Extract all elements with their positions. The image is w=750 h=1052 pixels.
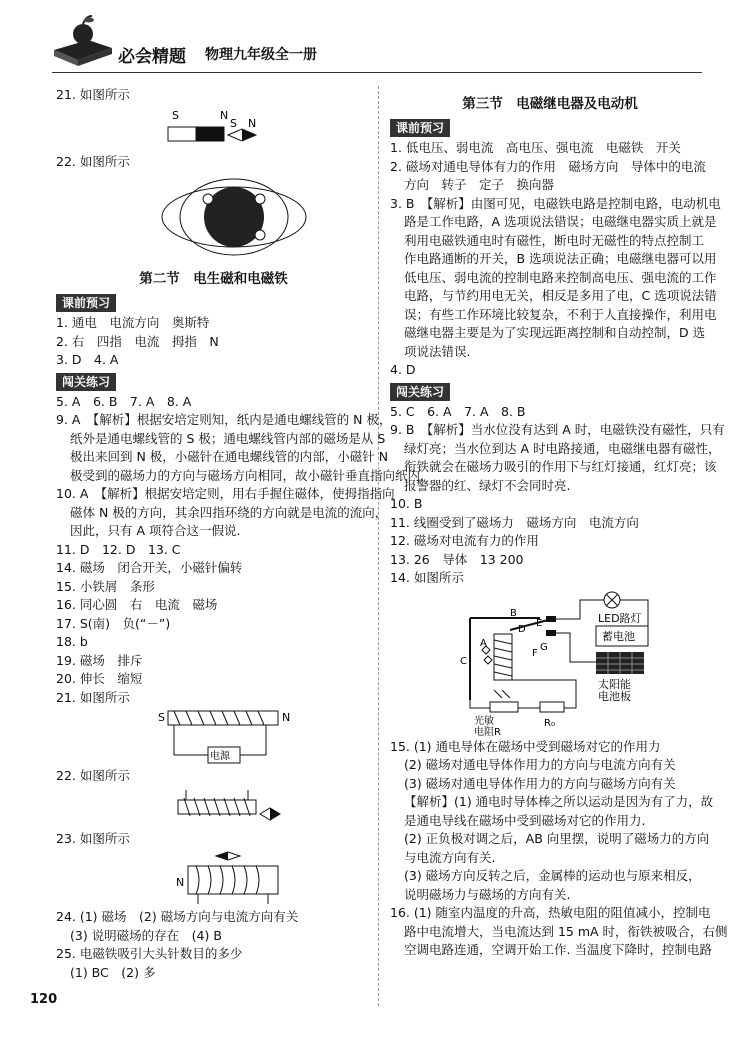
r-q9-line4: 报警器的红、绿灯不会同时亮.	[404, 477, 571, 493]
right-column	[390, 86, 728, 960]
r-pre3-line8: 磁继电器主要是为了实现远距离控制和自动控制，D 选	[404, 325, 706, 340]
q10-line3: 因此，只有 A 项符合这一假说.	[70, 523, 241, 538]
r-q15-line1: 15. (1) 通电导体在磁场中受到磁场对它的作用力	[390, 738, 661, 754]
badge-practice-left: 闯关练习	[56, 373, 116, 391]
fig21a-n-label: N	[220, 108, 229, 122]
fig21b-power-label: 电源	[210, 751, 230, 762]
bar-magnet-figure	[56, 107, 276, 151]
led-light-label: LED路灯	[598, 611, 642, 625]
q16: 16. 同心圆 右 电流 磁场	[56, 597, 218, 612]
q18: 18. b	[56, 634, 88, 649]
r-q15-line7: 与电流方向有关.	[404, 849, 496, 865]
q24-line1: 24. (1) 磁场 (2) 磁场方向与电流方向有关	[56, 909, 299, 924]
column-divider	[378, 86, 379, 1006]
header	[0, 0, 750, 80]
fig21b-n-label: N	[282, 711, 291, 724]
brand-title: 必会精题	[118, 47, 186, 67]
r-q16-line3: 空调电路连通，空调开始工作. 当温度下降时，控制电路	[404, 942, 712, 957]
q17: 17. S(南) 负(“－”)	[56, 615, 171, 631]
r-q9-line1: 9. B 【解析】当水位没有达到 A 时，电磁铁没有磁性，只有	[390, 422, 725, 437]
r-q16-line1: 16. (1) 随室内温度的升高，热敏电阻的阻值减小，控制电	[390, 905, 711, 920]
pre-3: 3. D 4. A	[56, 352, 119, 367]
r-q15-line6: (2) 正负极对调之后，AB 向里摆，说明了磁场力的方向	[404, 831, 710, 846]
fig21a-s2-label: S	[230, 116, 237, 130]
r-pre3-line3: 利用电磁铁通电时有磁性，断电时无磁性的特点控制工	[404, 232, 705, 248]
relay-circuit-figure	[390, 590, 710, 736]
r-q15-line5: 是通电导线在磁场中受到磁场对它的作用力.	[404, 812, 646, 828]
q10-line1: 10. A 【解析】根据安培定则，用右手握住磁体，使拇指指向	[56, 486, 395, 501]
q20: 20. 伸长 缩短	[56, 671, 143, 686]
r-q5-8: 5. C 6. A 7. A 8. B	[390, 403, 526, 419]
fig21a-n2-label: N	[248, 116, 257, 130]
r-q14: 14. 如图所示	[390, 570, 464, 585]
r-pre2-line1: 2. 磁场对通电导体有力的作用 磁场方向 导体中的电流	[390, 158, 706, 174]
r-pre3-line6: 电路，与节约用电无关，相反是多用了电，C 选项说法错	[404, 288, 717, 303]
relay-label-c: C	[460, 655, 467, 667]
solenoid-compass-figure	[56, 850, 356, 906]
relay-label-a: A	[480, 637, 487, 649]
r-pre3-line9: 项说法错误.	[404, 343, 471, 359]
pre-1: 1. 通电 电流方向 奥斯特	[56, 315, 210, 330]
relay-label-b: B	[510, 607, 517, 619]
battery-label: 蓄电池	[602, 629, 635, 643]
r-q15-line8: (3) 磁场方向反转之后，金属棒的运动也与原来相反，	[404, 868, 701, 883]
fig21a-s-label: S	[172, 108, 179, 122]
r-q15-line9: 说明磁场力与磁场的方向有关.	[404, 886, 571, 902]
q23-text: 23. 如图所示	[56, 830, 130, 846]
q9-line3: 极出来回到 N 极，小磁针在通电螺线管的内部，小磁针 N	[70, 449, 389, 464]
q5-8: 5. A 6. B 7. A 8. A	[56, 393, 192, 409]
fig23-n-label: N	[176, 876, 185, 889]
r-q9-line2: 绿灯亮；当水位到达 A 时电路接通，电磁继电器有磁性，	[404, 440, 721, 456]
r-pre3-line2: 路是工作电路，A 选项说法错误；电磁继电器实质上就是	[404, 214, 717, 229]
q24-line2: (3) 说明磁场的存在 (4) B	[70, 927, 222, 943]
q22a-text: 22. 如图所示	[56, 153, 130, 169]
r-q15-line4: 【解析】(1) 通电时导体棒之所以运动是因为有了力，故	[404, 794, 714, 809]
q25-line2: (1) BC (2) 多	[70, 964, 156, 980]
q10-line2: 磁体 N 极的方向，其余四指环绕的方向就是电流的流向，	[70, 504, 388, 520]
pre-2: 2. 右 四指 电流 拇指 N	[56, 333, 219, 349]
r-q12: 12. 磁场对电流有力的作用	[390, 533, 539, 548]
q25-line1: 25. 电磁铁吸引大头针数目的多少	[56, 946, 243, 961]
r-pre3-line5: 低电压、弱电流的控制电路来控制高电压、强电流的工作	[404, 269, 717, 285]
fig21b-s-label: S	[158, 711, 165, 724]
photo-resistor-label-1: 光敏	[474, 715, 494, 727]
solar-label-2: 电池板	[598, 689, 631, 703]
r-q13: 13. 26 导体 13 200	[390, 551, 524, 567]
r0-label: R₀	[544, 717, 555, 729]
q21b-text: 21. 如图所示	[56, 689, 130, 705]
r-q16-line2: 路中电流增大，当电流达到 15 mA 时，衔铁被吸合，右侧	[404, 923, 728, 939]
r-q11: 11. 线圈受到了磁场力 磁场方向 电流方向	[390, 514, 639, 530]
r-pre3-line4: 作电路通断的开关，B 选项说法正确；电磁继电器可以用	[404, 251, 717, 266]
r-q15-line2: (2) 磁场对通电导体作用力的方向与电流方向有关	[404, 757, 676, 772]
r-pre2-line2: 方向 转子 定子 换向器	[404, 177, 555, 192]
coil-magnet-figure	[56, 788, 356, 828]
q9-line2: 纸外是通电螺线管的 S 极；通电螺线管内部的磁场是从 S	[70, 430, 386, 446]
r-pre3-line7: 误；有些工作环境比较复杂，不利于人直接操作，利用电	[404, 306, 717, 322]
solenoid-circuit-figure	[56, 709, 356, 765]
badge-practice-right: 闯关练习	[390, 383, 450, 401]
q9-line4: 极受到的磁场力的方向与磁场方向相同，故小磁针垂直指向纸内.	[70, 467, 424, 483]
q19: 19. 磁场 排斥	[56, 652, 143, 668]
relay-label-d: D	[518, 623, 526, 635]
relay-label-e: E	[536, 617, 543, 629]
q9-line1: 9. A 【解析】根据安培定则知，纸内是通电螺线管的 N 极，	[56, 412, 392, 427]
q21a-text: 21. 如图所示	[56, 87, 130, 102]
relay-label-f: F	[532, 647, 538, 659]
badge-preview-left: 课前预习	[56, 294, 116, 312]
header-rule	[52, 72, 702, 73]
q22b-text: 22. 如图所示	[56, 768, 130, 783]
relay-label-g: G	[540, 641, 548, 653]
section3-title: 第三节 电磁继电器及电动机	[462, 96, 638, 112]
section2-title: 第二节 电生磁和电磁铁	[139, 271, 288, 287]
q15: 15. 小铁屑 条形	[56, 578, 155, 594]
book-subtitle: 物理九年级全一册	[205, 47, 317, 63]
r-q15-line3: (3) 磁场对通电导体作用力的方向与磁场方向有关	[404, 775, 676, 791]
book-apple-logo-icon	[52, 12, 114, 68]
globe-field-figure	[56, 173, 356, 261]
r-q10: 10. B	[390, 496, 423, 511]
page-number: 120	[30, 992, 58, 1007]
r-pre3-line1: 3. B 【解析】由图可见，电磁铁电路是控制电路，电动机电	[390, 195, 721, 211]
q14: 14. 磁场 闭合开关，小磁针偏转	[56, 560, 243, 575]
q11-13: 11. D 12. D 13. C	[56, 541, 181, 557]
r-pre4: 4. D	[390, 362, 416, 377]
solar-label-1: 太阳能	[598, 677, 631, 691]
r-pre1: 1. 低电压、弱电流 高电压、强电流 电磁铁 开关	[390, 140, 681, 155]
r-q9-line3: 衔铁就会在磁场力吸引的作用下与红灯接通，红灯亮；该	[404, 459, 717, 474]
badge-preview-right: 课前预习	[390, 119, 450, 137]
photo-resistor-label-2: 电阻R	[474, 726, 501, 736]
